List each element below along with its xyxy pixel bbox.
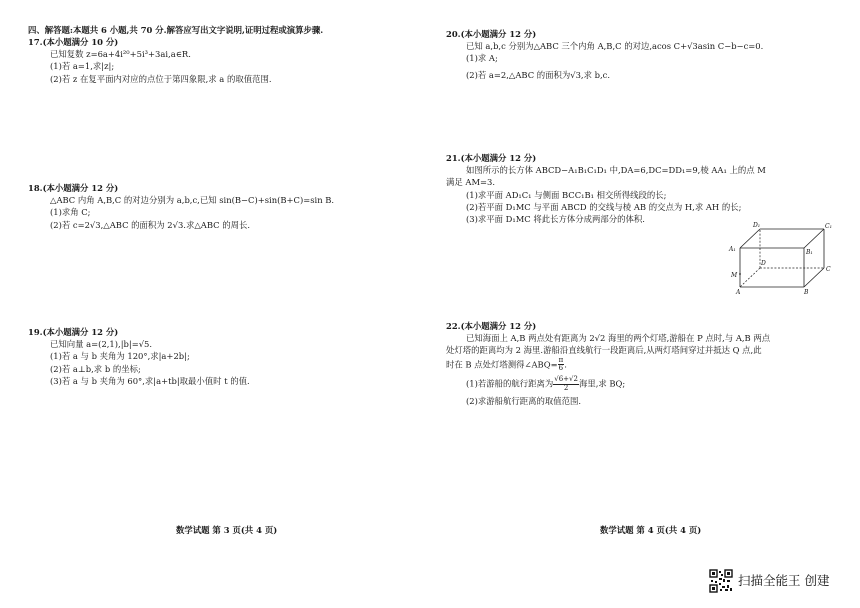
angle-fraction-num: π — [558, 355, 564, 364]
distance-fraction — [553, 376, 579, 392]
question-22 — [446, 320, 770, 407]
point-M — [739, 273, 741, 275]
q21-part2: (2)若平面 D₁MC 与平面 ABCD 的交线与棱 AB 的交点为 H,求 AH 的长; — [466, 201, 742, 212]
question-21 — [446, 152, 766, 225]
label-B: B — [804, 289, 809, 296]
scanner-watermark — [709, 569, 829, 593]
q20-stem: 已知 a,b,c 分别为△ABC 三个内角 A,B,C 的对边,acos C+√3asin C−b−c=0. — [466, 41, 764, 52]
q17-part1: (1)若 a=1,求|z|; — [50, 61, 115, 72]
q22-part1-end: 海里,求 BQ; — [578, 378, 626, 389]
label-D1: D₁ — [753, 222, 761, 229]
label-A1: A₁ — [729, 246, 736, 253]
q18-part2: (2)若 c=2√3,△ABC 的面积为 2√3.求△ABC 的周长. — [50, 219, 250, 230]
question-17 — [28, 36, 272, 85]
q21-stem-line2: 满足 AM=3. — [446, 177, 496, 188]
right-page — [430, 0, 860, 608]
q21-part3: (3)求平面 D₁MC 将此长方体分成两部分的体积. — [466, 213, 645, 224]
question-20 — [446, 28, 763, 81]
q22-part2: (2)求游船航行距离的取值范围. — [466, 395, 582, 406]
q22-title: 22.(本小题满分 12 分) — [446, 321, 537, 331]
q22-line3-text: 时在 B 点处灯塔测得∠ABQ= — [446, 358, 558, 369]
q22-stem-line2: 处灯塔的距离均为 2 海里.游船沿直线航行一段距离后,从两灯塔间穿过并抵达 Q 点,此 — [446, 345, 762, 356]
q20-part1: (1)求 A; — [466, 53, 498, 64]
label-M: M — [731, 272, 738, 279]
cuboid-figure — [726, 220, 836, 296]
q21-stem-line1: 如图所示的长方体 ABCD−A₁B₁C₁D₁ 中,DA=6,DC=DD₁=9,棱 AA₁ 上的点 M — [466, 165, 766, 176]
q22-part1 — [446, 376, 770, 392]
q17-title: 17.(本小题满分 10 分) — [28, 37, 119, 47]
edge-BC — [804, 268, 824, 287]
right-page-footer: 数学试题 第 4 页(共 4 页) — [600, 525, 702, 535]
edge-A1D1 — [740, 229, 760, 248]
section-header: 四、解答题:本题共 6 小题,共 70 分.解答应写出文字说明,证明过程或演算步骤. — [28, 25, 324, 35]
section-header-block — [28, 24, 323, 36]
q22-stem-line3 — [446, 357, 770, 373]
question-19 — [28, 326, 250, 387]
label-C1: C₁ — [825, 223, 832, 230]
q22-line3-end: . — [564, 358, 567, 369]
q19-title: 19.(本小题满分 12 分) — [28, 327, 119, 337]
angle-fraction-den: 6 — [558, 363, 564, 372]
qr-code-icon — [709, 569, 733, 593]
q19-part1: (1)若 a 与 b 夹角为 120°,求|a+2b|; — [50, 351, 190, 362]
q19-stem: 已知向量 a=(2,1),|b|=√5. — [50, 339, 153, 350]
label-D: D — [761, 260, 766, 267]
edge-B1C1 — [804, 229, 824, 248]
q18-part1: (1)求角 C; — [50, 207, 91, 218]
q19-part2: (2)若 a⊥b,求 b 的坐标; — [50, 363, 141, 374]
watermark-text: 扫描全能王 创建 — [738, 572, 830, 588]
question-18 — [28, 182, 334, 231]
q21-title: 21.(本小题满分 12 分) — [446, 153, 537, 163]
distance-fraction-den: 2 — [563, 383, 569, 392]
q18-title: 18.(本小题满分 12 分) — [28, 183, 119, 193]
q20-part2: (2)若 a=2,△ABC 的面积为√3,求 b,c. — [466, 69, 611, 80]
q21-part1: (1)求平面 AD₁C₁ 与侧面 BCC₁B₁ 相交所得线段的长; — [466, 189, 667, 200]
distance-fraction-num: √6+√2 — [554, 375, 578, 384]
q20-title: 20.(本小题满分 12 分) — [446, 29, 537, 39]
q18-stem: △ABC 内角 A,B,C 的对边分别为 a,b,c,已知 sin(B−C)+sin(B+C)=sin B. — [50, 195, 335, 206]
q22-stem-line1: 已知海面上 A,B 两点处有距离为 2√2 海里的两个灯塔,游船在 P 点时,与 A,B 两点 — [466, 333, 771, 344]
label-A: A — [736, 289, 741, 296]
q19-part3: (3)若 a 与 b 夹角为 60°,求|a+tb|取最小值时 t 的值. — [50, 375, 250, 386]
edge-DA — [740, 268, 760, 287]
q22-part1-text: (1)若游船的航行距离为 — [466, 378, 554, 389]
left-page-footer: 数学试题 第 3 页(共 4 页) — [176, 525, 278, 535]
label-B1: B₁ — [806, 249, 813, 256]
q17-stem: 已知复数 z=6a+4i²⁰+5i³+3ai,a∈R. — [50, 49, 191, 60]
q17-part2: (2)若 z 在复平面内对应的点位于第四象限,求 a 的取值范围. — [50, 73, 272, 84]
label-C: C — [826, 266, 831, 273]
